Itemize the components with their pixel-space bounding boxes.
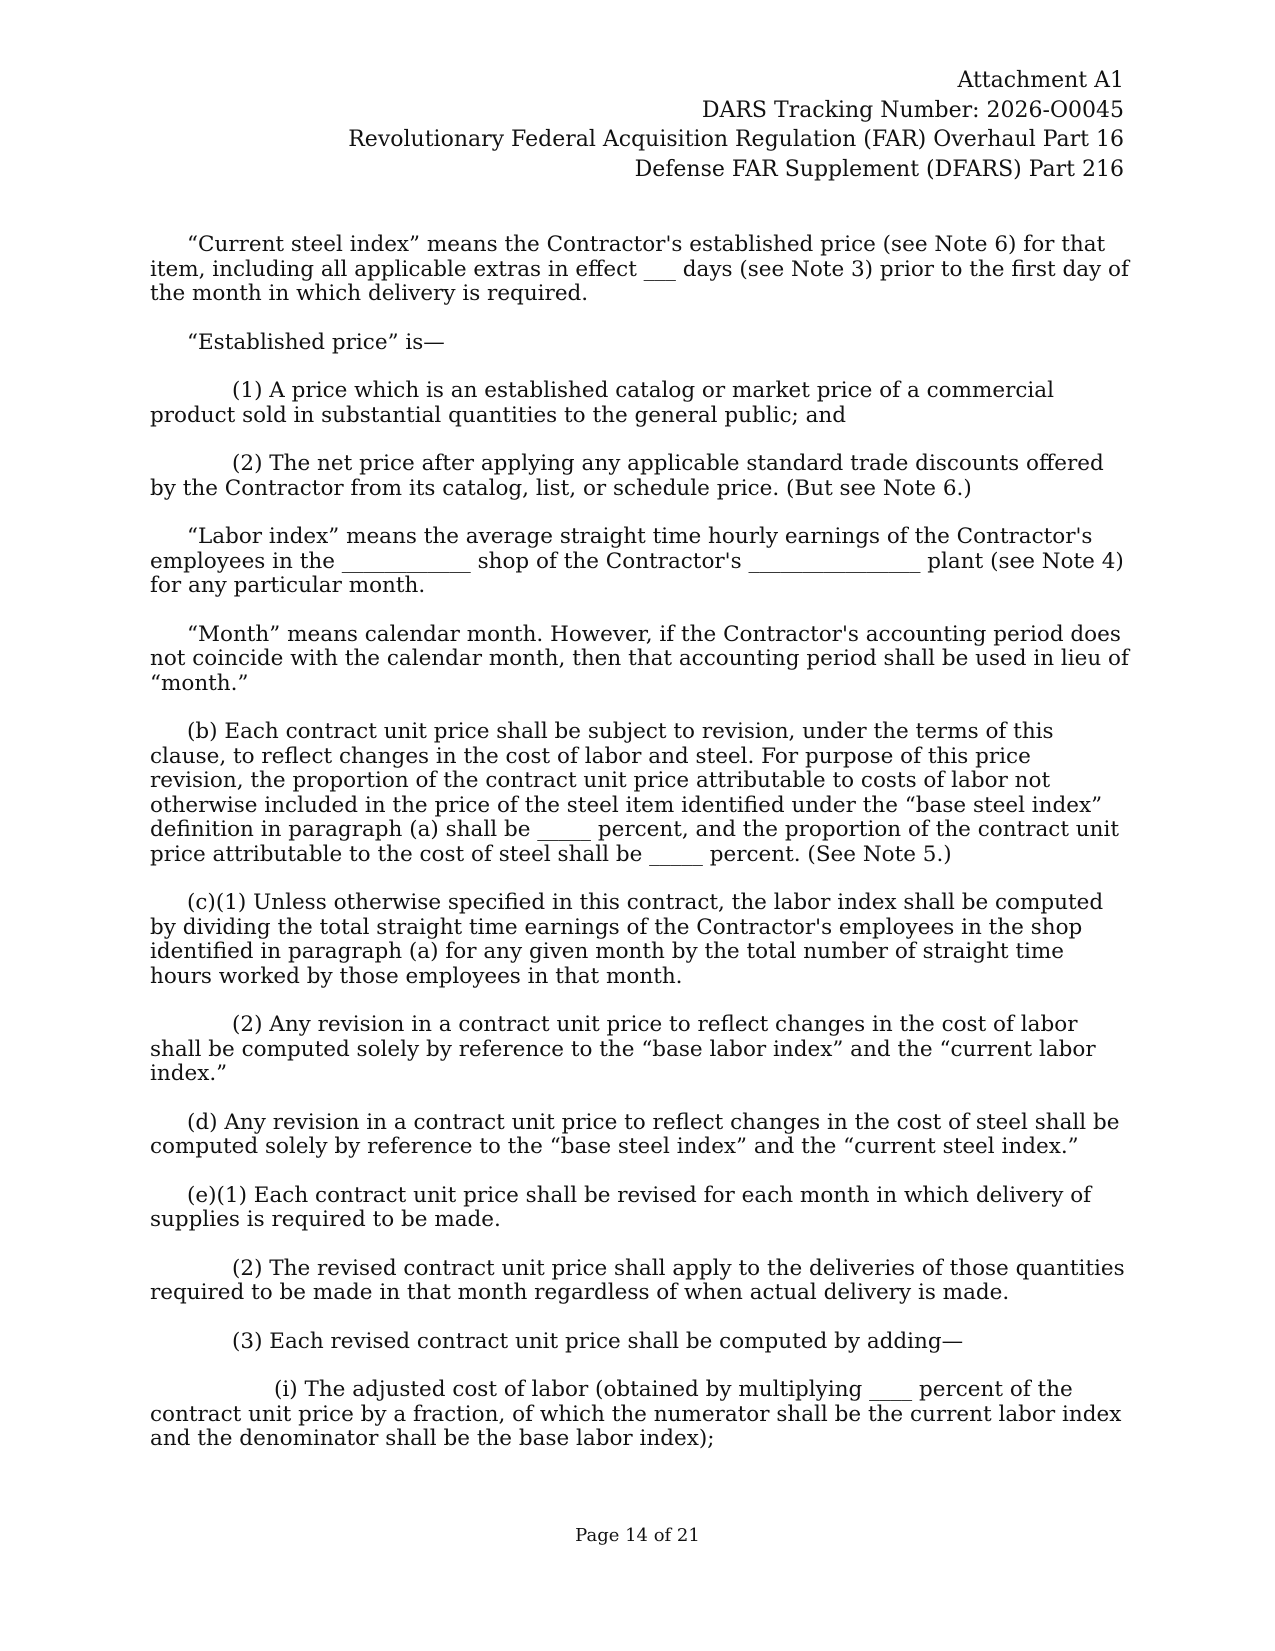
page-footer — [0, 1525, 1275, 1547]
paragraph-e3-i: (i) The adjusted cost of labor (obtained by multiplying ____ percent of the contract unit price by a fraction, of which the numerator shall be the current labor index and the denominator shall be the base labor index); — [150, 1377, 1122, 1451]
paragraph-labor-index: “Labor index” means the average straight time hourly earnings of the Contractor's employees in the ____________ shop of the Contractor's ________________ plant (see Note 4) for any particular month. — [150, 524, 1124, 598]
paragraph-established-price-2: (2) The net price after applying any applicable standard trade discounts offered by the Contractor from its catalog, list, or schedule price. (But see Note 6.) — [150, 451, 1104, 501]
page-header — [224, 66, 1124, 184]
paragraph-month: “Month” means calendar month. However, if the Contractor's accounting period does not coincide with the calendar month, then that accounting period shall be used in lieu of “month.” — [150, 621, 1129, 696]
paragraph-established-price-1: (1) A price which is an established catalog or market price of a commercial product sold in substantial quantities to the general public; and — [150, 378, 1054, 428]
document-body — [150, 233, 1130, 1476]
paragraph-c1: (c)(1) Unless otherwise specified in this contract, the labor index shall be computed by dividing the total straight time earnings of the Contractor's employees in the shop identified in paragraph (a) for any given month by the total number of straight time hours worked by those employees in that month. — [150, 890, 1104, 989]
paragraph-e3: (3) Each revised contract unit price shall be computed by adding— — [232, 1328, 964, 1354]
tracking-number: DARS Tracking Number: 2026-O0045 — [701, 97, 1124, 123]
paragraph-e2: (2) The revised contract unit price shall apply to the deliveries of those quantities required to be made in that month regardless of when actual delivery is made. — [150, 1255, 1125, 1305]
paragraph-current-steel-index: “Current steel index” means the Contractor's established price (see Note 6) for that item, including all applicable extras in effect ___ days (see Note 3) prior to the first day of the month in which delivery is required. — [150, 232, 1129, 306]
page-number: Page 14 of 21 — [575, 1525, 700, 1546]
paragraph-established-price: “Established price” is— — [187, 329, 445, 355]
far-part-title: Revolutionary Federal Acquisition Regulation (FAR) Overhaul Part 16 — [348, 127, 1124, 152]
attachment-label: Attachment A1 — [957, 68, 1124, 93]
paragraph-c2: (2) Any revision in a contract unit price to reflect changes in the cost of labor shall be computed solely by reference to the “base labor index” and the “current labor index.” — [150, 1012, 1096, 1086]
dfars-part-title: Defense FAR Supplement (DFARS) Part 216 — [634, 156, 1124, 182]
paragraph-d: (d) Any revision in a contract unit price to reflect changes in the cost of steel shall be computed solely by reference to the “base steel index” and the “current steel index.” — [150, 1109, 1120, 1159]
paragraph-e1: (e)(1) Each contract unit price shall be revised for each month in which delivery of supplies is required to be made. — [150, 1182, 1092, 1232]
paragraph-b: (b) Each contract unit price shall be subject to revision, under the terms of this clause, to reflect changes in the cost of labor and steel. For purpose of this price revision, the proportion of the contract unit price attributable to costs of labor not otherwise included in the price of the steel item identified under the “base steel index” definition in paragraph (a) shall be _____ percent, and the proportion of the contract unit price attributable to the cost of steel shall be _____ percent. (See Note 5.) — [150, 719, 1120, 867]
